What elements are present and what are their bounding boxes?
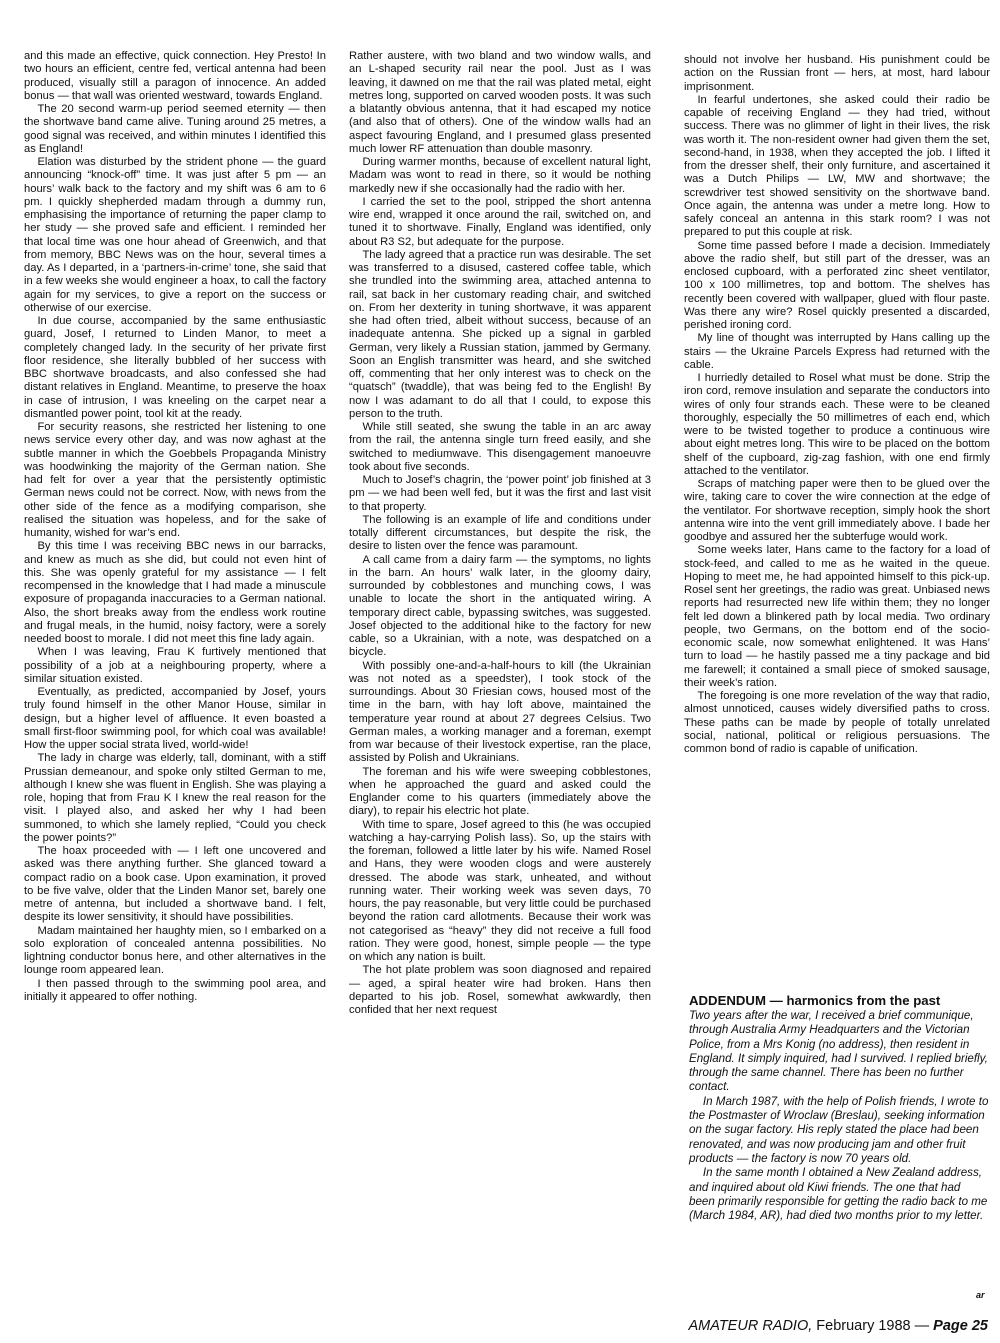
paragraph: I hurriedly detailed to Rosel what must be done. Strip the iron cord, remove insulation and separate the conductors into wires of only four strands each. These were to be cleaned thoroughly, especially the 50 millimetres of each end, which were to be twisted together to produce a continuous wire about eight metres long. This wire to be placed on the bottom shelf of the cupboard, zig-zag fashion, with one end firmly attached to the ventilator.: [684, 372, 990, 477]
paragraph: Rather austere, with two bland and two window walls, and an L-shaped security rail near the pool. Just as I was leaving, it dawned on me that the rail was plated metal, eight metres long, supported on carved wooden posts. It was such a blatantly obvious antenna, that it had escaped my notice (and also that of others). One of the window walls had an aspect favouring England, and I presumed glass presented much lower RF attenuation than double masonry.: [349, 50, 651, 155]
addendum-section: [689, 993, 989, 1223]
footer-page-number: Page 25: [933, 1318, 988, 1334]
paragraph: Elation was disturbed by the strident phone — the guard announcing “knock-off” time. It was just after 5 pm — an hours’ walk back to the factory and my shift was 6 am to 6 pm. I quickly shepherded madam through a dummy run, emphasising the importance of returning the paper clamp to her study — she proved safe and efficient. I reminded her that local time was one hour ahead of Greenwich, and that from memory, BBC News was on the hour, several times a day. As I departed, in a ‘partners-in-crime’ tone, she said that in a few weeks she would engineer a hoax, to call the factory again for my services, to give a report on the success or otherwise of our exercise.: [24, 156, 326, 314]
paragraph: During warmer months, because of excellent natural light, Madam was wont to read in there, so it would be nothing markedly new if she occasionally had the radio with her.: [349, 156, 651, 195]
paragraph: The 20 second warm-up period seemed eternity — then the shortwave band came alive. Tuning around 25 metres, a good signal was received, and within minutes I identified this as England!: [24, 103, 326, 155]
paragraph: In fearful undertones, she asked could their radio be capable of receiving England — they had tried, without success. There was no glimmer of light in their lives, the risk was worth it. The non-resident owner had given them the set, second-hand, in 1938, when they accepted the job. I lifted it from the dresser shelf, their only furniture, and ascertained it was a Dutch Philips — LW, MW and shortwave; the screwdriver test showed sensitivity on the shortwave band. Once again, the antenna was under a metre long. How to safely conceal an antenna in this stark room? I was not prepared to put this couple at risk.: [684, 93, 990, 239]
paragraph: When I was leaving, Frau K furtively mentioned that possibility of a job at a neighbouring property, where a similar situation existed.: [24, 646, 326, 685]
paragraph: Much to Josef’s chagrin, the ‘power point’ job finished at 3 pm — we had been well fed, but it was the first and last visit to that property.: [349, 474, 651, 513]
page-footer: [688, 1318, 988, 1334]
paragraph: The lady in charge was elderly, tall, dominant, with a stiff Prussian demeanour, and spoke only stilted German to me, although I knew she was fluent in English. She was playing a role, hoping that from Frau K I knew the real reason for the visit. I played also, and asked her why I had been summoned, to which she lamely replied, “Could you check the power points?”: [24, 752, 326, 844]
paragraph: With time to spare, Josef agreed to this (he was occupied watching a hay-carrying Polish lass). So, up the stairs with the foreman, followed a little later by his wife. Named Rosel and Hans, they were wooden clogs and were austerely dressed. The abode was stark, unheated, and without running water. Their working week was seven days, 70 hours, the pay reasonable, but very little could be purchased beyond the ration card allotments. Because their work was not categorised as “heavy” they did not receive a full food ration. They were good, honest, simple people — the type on which any nation is built.: [349, 818, 651, 963]
paragraph: Madam maintained her haughty mien, so I embarked on a solo exploration of concealed antenna possibilities. No lightning conductor bonus here, and other alternatives in the lounge room appeared lean.: [24, 924, 326, 977]
paragraph: Some weeks later, Hans came to the factory for a load of stock-feed, and called to me as he waited in the queue. Hoping to meet me, he had appointed himself to this pick-up. Rosel sent her greetings, the radio was great. Unbiased news reports had resurrected new life within them; they no longer felt led down a blinkered path by local media. Two ordinary people, two Germans, on the bottom end of the socio-economic scale, now somewhat enlightened. It was Hans’ turn to load — he hastily passed me a tiny package and bid me farewell; it contained a small piece of smoked sausage, their week’s ration.: [684, 544, 990, 689]
paragraph: The lady agreed that a practice run was desirable. The set was transferred to a disused, castered coffee table, which she trundled into the swimming area, attached antenna to rail, sat back in her customary reading chair, and switched on. From her dexterity in tuning shortwave, it was apparent she had often tried, albeit without success, because of an inadequate antenna. She picked up a signal in garbled German, very likely a Russian station, jammed by Germany. Soon an English transmitter was heard, and she switched off, commenting that her only interest was to check on the “quatsch” (twaddle), that was being fed to the English! By now I was adamant to do all that I could, to expose this person to the truth.: [349, 248, 651, 420]
paragraph: I then passed through to the swimming pool area, and initially it appeared to offer nothing.: [24, 977, 326, 1003]
addendum-paragraph: Two years after the war, I received a brief communique, through Australia Army Headquarters and the Victorian Police, from a Mrs Konig (no address), then resident in England. It simply inquired, had I survived. I replied briefly, through the same channel. There has been no further contact.: [689, 1009, 988, 1094]
paragraph: Some time passed before I made a decision. Immediately above the radio shelf, but still part of the dresser, was an enclosed cupboard, with a perforated zinc sheet ventilator, 100 x 100 millimetres, top and bottom. The shelves has recently been covered with wallpaper, glued with flour paste. Was there any wire? Rosel quickly presented a discarded, perished ironing cord.: [684, 239, 990, 331]
footer-date: February 1988 —: [816, 1318, 930, 1334]
paragraph: While still seated, she swung the table in an arc away from the rail, the antenna single turn freed easily, and she switched to mediumwave. This disengagement manoeuvre took about five seconds.: [349, 421, 651, 473]
paragraph: and this made an effective, quick connection. Hey Presto! In two hours an efficient, centre fed, vertical antenna had been produced, visually still a paragon of innocence. An added bonus — that wall was oriented westward, towards England.: [24, 50, 326, 102]
paragraph: The hot plate problem was soon diagnosed and repaired — aged, a spiral heater wire had broken. Hans then departed to his job. Rosel, somewhat awkwardly, then confided that her next request: [349, 964, 651, 1016]
paragraph: A call came from a dairy farm — the symptoms, no lights in the barn. An hours’ walk later, in the gloomy dairy, surrounded by cobblestones and munching cows, I was unable to locate the short in the antiquated wiring. A temporary direct cable, bypassing switches, was suggested. Josef objected to the additional hike to the factory for new cable, so a Ukrainian, with a note, was despatched on a bicycle.: [349, 553, 651, 659]
addendum-heading: ADDENDUM — harmonics from the past: [689, 993, 941, 1008]
paragraph: With possibly one-and-a-half-hours to kill (the Ukrainian was not noted as a speedster), I took stock of the surroundings. About 30 Friesian cows, housed most of the time in the barn, with hay loft above, maintained the temperature year round at about 27 degrees Celsius. Two German males, a working manager and a foreman, exempt from war because of their livestock expertise, ran the place, assisted by Polish and Ukrainians.: [349, 659, 651, 765]
addendum-paragraph: In March 1987, with the help of Polish friends, I wrote to the Postmaster of Wroclaw (Breslau), seeking information on the sugar factory. His reply stated the place had been renovated, and was now producing jam and other fruit products — the factory is now 70 years old.: [689, 1094, 989, 1165]
article-column-2: [349, 50, 651, 1017]
paragraph: My line of thought was interrupted by Hans calling up the stairs — the Ukraine Parcels Express had returned with the cable.: [684, 332, 990, 371]
paragraph: Scraps of matching paper were then to be glued over the wire, taking care to cover the wire connection at the edge of the ventilator. For shortwave reception, simply hook the short antenna wire into the vent grill immediately above. I bade her goodbye and assured her the subterfuge would work.: [684, 478, 990, 543]
paragraph: By this time I was receiving BBC news in our barracks, and knew as much as she did, but could not even hint of this. She was openly grateful for my assistance — I felt recompensed in the knowledge that I had made a minuscule exposure of propaganda inaccuracies to a German national. Also, the short breaks away from the endless work routine and frugal meals, in the humid, noisy factory, were a sorely needed boost to morale. I did not meet this fine lady again.: [24, 540, 326, 645]
paragraph: The following is an example of life and conditions under totally different circumstances, but despite the risk, the desire to listen over the fence was paramount.: [349, 513, 651, 553]
paragraph: I carried the set to the pool, stripped the short antenna wire end, wrapped it once around the rail, switched on, and tuned it to shortwave. Finally, England was identified, only about R3 S2, but adequate for the purpose.: [349, 195, 651, 248]
paragraph: The foreman and his wife were sweeping cobblestones, when he approached the guard and asked could the Englander come to his quarters (immediately above the diary), to repair his electric hot plate.: [349, 765, 651, 818]
paragraph: should not involve her husband. His punishment could be action on the Russian front — hers, at most, hard labour imprisonment.: [684, 54, 990, 93]
paragraph: For security reasons, she restricted her listening to one news service every other day, and was now aghast at the subtle manner in which the Goebbels Propaganda Ministry was hoodwinking the majority of the German nation. She had felt for over a year that the persistently optimistic German news could not be correct. Now, with news from the other side of the fence as a modifying comparison, she realised the situation was hopeless, and for the sake of humanity, wished for war’s end.: [24, 421, 326, 539]
article-column-3: [684, 54, 990, 756]
footer-publication: AMATEUR RADIO,: [688, 1318, 813, 1334]
paragraph: The foregoing is one more revelation of the way that radio, almost unnoticed, causes widely diversified paths to cross. These paths can be made by people of totally unrelated social, national, political or religious persuasions. The common bond of radio is capable of unification.: [684, 690, 990, 755]
paragraph: Eventually, as predicted, accompanied by Josef, yours truly found himself in the other Manor House, similar in design, but a higher level of affluence. It even boasted a small first-floor swimming pool, for which coal was available! How the upper social strata lived, world-wide!: [24, 686, 326, 751]
paragraph: In due course, accompanied by the same enthusiastic guard, Josef, I returned to Linden Manor, to meet a completely changed lady. In the security of her private first floor residence, she literally bubbled of her success with BBC shortwave broadcasts, and also confessed she had distant relatives in England. Meantime, to preserve the hoax in case of intrusion, I was kneeling on the carpet near a dismantled power point, tool kit at the ready.: [24, 315, 326, 420]
paragraph: The hoax proceeded with — I left one uncovered and asked was there anything further. She glanced toward a compact radio on a book case. Upon examination, it proved to be five valve, older that the Linden Manor set, barely one metre of antenna, but included a shortwave band. I felt, despite its lower sensitivity, it should have possibilities.: [24, 845, 326, 924]
end-of-article-mark: ar: [976, 1290, 985, 1300]
article-column-1: [24, 50, 326, 1004]
addendum-paragraph: In the same month I obtained a New Zealand address, and inquired about old Kiwi friends. The one that had been primarily responsible for getting the radio back to me (March 1984, AR), had died two months prior to my letter.: [689, 1166, 988, 1223]
